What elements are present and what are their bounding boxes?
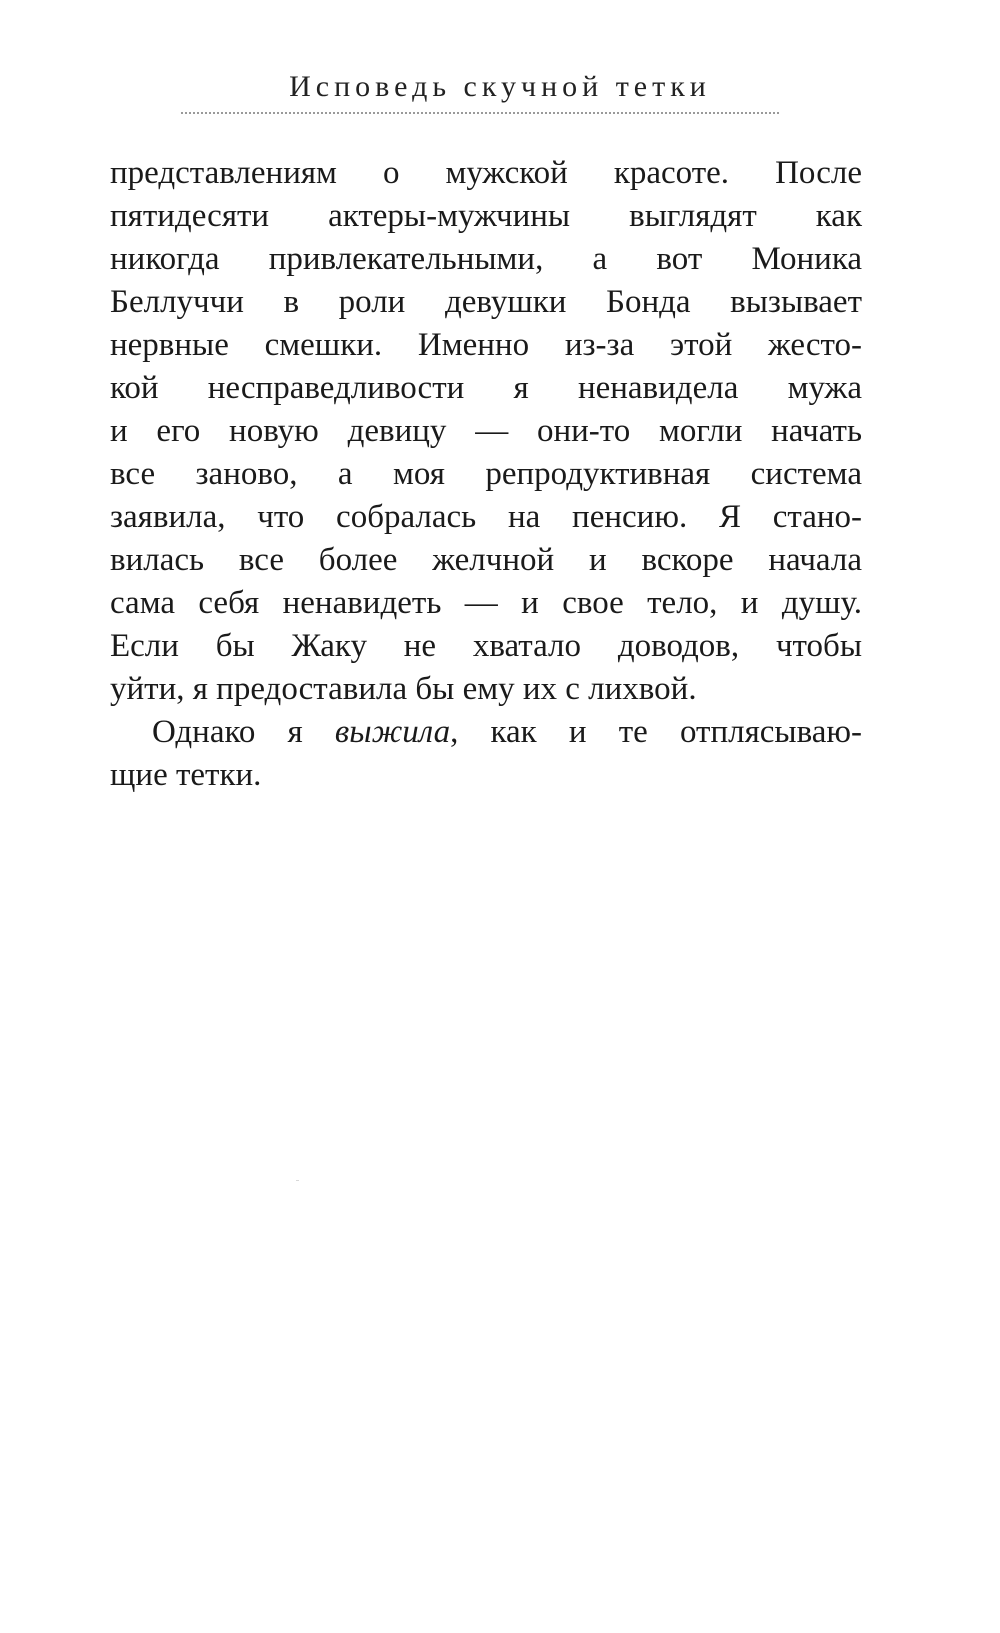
text-line: сама себя ненавидеть — и свое тело, и душу. xyxy=(110,585,862,621)
text-body xyxy=(110,152,862,797)
text-line: уйти, я предоставила бы ему их с лихвой. xyxy=(110,671,697,707)
text-line: и его новую девицу — они-то могли начать xyxy=(110,413,862,449)
text-line: все заново, а моя репродуктивная система xyxy=(110,456,862,492)
text-line: нервные смешки. Именно из-за этой жесто- xyxy=(110,327,862,363)
text-line: кой несправедливости я ненавидела мужа xyxy=(110,370,862,406)
text-line: щие тетки. xyxy=(110,757,262,793)
scan-speck xyxy=(296,1180,299,1181)
text-line: вилась все более желчной и вскоре начала xyxy=(110,542,862,578)
text-line: Если бы Жаку не хватало доводов, чтобы xyxy=(110,628,862,664)
text-line: представлениям о мужской красоте. После xyxy=(110,155,862,191)
running-head: Исповедь скучной тетки xyxy=(289,70,711,103)
text-line: пятидесяти актеры-мужчины выглядят как xyxy=(110,198,862,234)
text-run: , как и те отплясываю- xyxy=(450,714,863,750)
text-line: Беллуччи в роли девушки Бонда вызывает xyxy=(110,284,862,320)
header-rule xyxy=(181,112,779,114)
italic-word: выжила xyxy=(334,714,451,750)
text-line: никогда привлекательными, а вот Моника xyxy=(110,241,862,277)
text-line xyxy=(110,711,862,754)
text-line: заявила, что собралась на пенсию. Я стано- xyxy=(110,499,862,535)
text-run: Однако я xyxy=(152,714,303,750)
paragraph-2 xyxy=(110,711,862,797)
paragraph-1 xyxy=(110,152,862,711)
